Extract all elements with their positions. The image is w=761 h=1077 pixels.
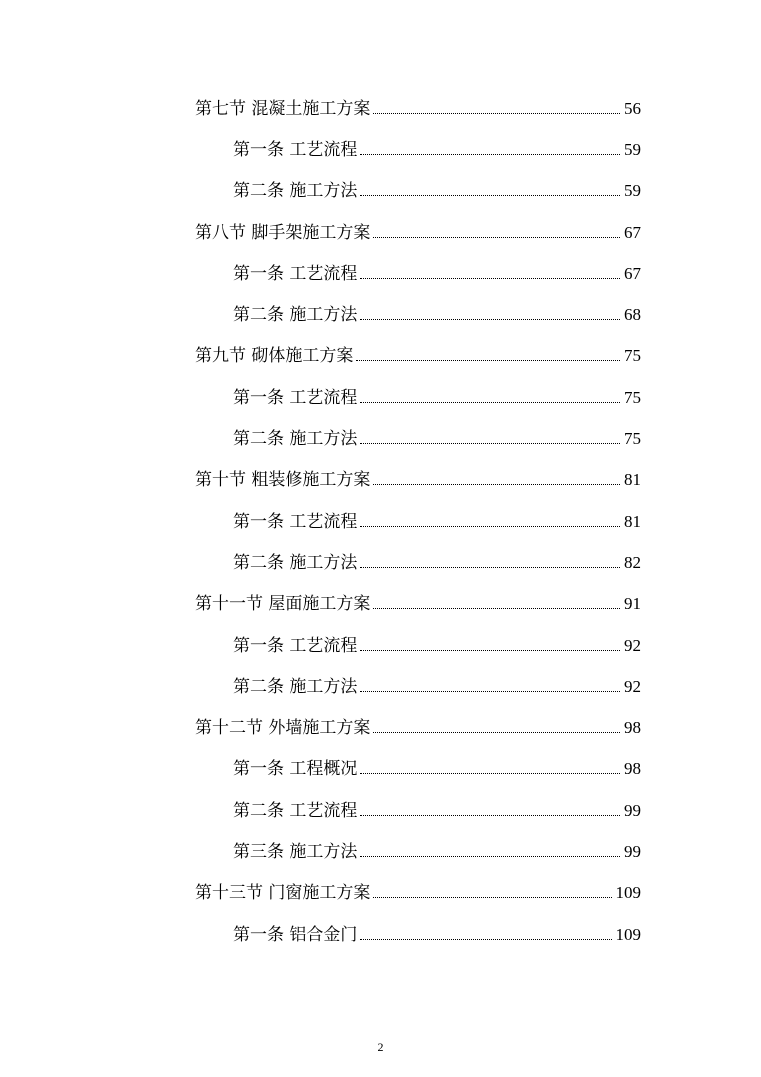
table-of-contents [0,88,761,955]
toc-entry-page: 109 [615,883,641,903]
toc-entry[interactable] [0,584,761,625]
toc-entry-page: 67 [624,222,641,242]
toc-entry-page: 99 [624,800,641,820]
toc-entry[interactable] [0,790,761,831]
dot-leader [360,442,620,444]
toc-entry-title: 第一条 工艺流程 [233,263,358,284]
toc-entry-title: 第一条 铝合金门 [233,924,358,945]
toc-entry[interactable] [0,914,761,955]
toc-entry-title: 第二条 施工方法 [233,429,358,450]
toc-entry-title: 第一条 工艺流程 [233,139,358,160]
toc-entry-title: 第二条 施工方法 [233,552,358,573]
dot-leader [360,855,620,857]
toc-entry[interactable] [0,460,761,501]
dot-leader [373,236,620,238]
dot-leader [360,153,620,155]
toc-entry[interactable] [0,707,761,748]
toc-entry[interactable] [0,418,761,459]
toc-entry[interactable] [0,336,761,377]
dot-leader [360,401,620,403]
toc-entry[interactable] [0,129,761,170]
toc-entry-title: 第一条 工程概况 [233,759,358,780]
dot-leader [360,690,620,692]
toc-entry-title: 第二条 施工方法 [233,181,358,202]
toc-entry[interactable] [0,749,761,790]
toc-entry-title: 第一条 工艺流程 [233,635,358,656]
dot-leader [360,194,620,196]
dot-leader [360,772,620,774]
toc-entry[interactable] [0,542,761,583]
dot-leader [360,318,620,320]
toc-entry-page: 92 [624,676,641,696]
toc-entry[interactable] [0,171,761,212]
toc-entry-title: 第七节 混凝土施工方案 [195,98,371,119]
toc-entry[interactable] [0,253,761,294]
toc-entry-page: 67 [624,263,641,283]
toc-entry[interactable] [0,625,761,666]
toc-entry[interactable] [0,88,761,129]
toc-entry-title: 第十三节 门窗施工方案 [195,883,371,904]
toc-entry-page: 98 [624,718,641,738]
toc-entry-page: 98 [624,759,641,779]
toc-entry-title: 第二条 工艺流程 [233,800,358,821]
toc-entry-title: 第十一节 屋面施工方案 [195,594,371,615]
toc-entry[interactable] [0,377,761,418]
toc-entry[interactable] [0,294,761,335]
toc-entry[interactable] [0,873,761,914]
toc-entry-page: 81 [624,511,641,531]
toc-entry-page: 59 [624,181,641,201]
toc-entry-title: 第三条 施工方法 [233,841,358,862]
toc-entry-page: 75 [624,387,641,407]
dot-leader [373,607,620,609]
toc-entry[interactable] [0,212,761,253]
dot-leader [373,896,611,898]
toc-entry-page: 81 [624,470,641,490]
dot-leader [373,731,620,733]
toc-entry-page: 75 [624,346,641,366]
toc-entry-title: 第十节 粗装修施工方案 [195,470,371,491]
toc-entry[interactable] [0,831,761,872]
dot-leader [360,525,620,527]
dot-leader [360,566,620,568]
toc-entry[interactable] [0,666,761,707]
toc-entry-page: 99 [624,841,641,861]
toc-entry-title: 第二条 施工方法 [233,305,358,326]
toc-entry-title: 第一条 工艺流程 [233,511,358,532]
toc-entry-page: 91 [624,594,641,614]
toc-entry-page: 59 [624,139,641,159]
dot-leader [360,649,620,651]
toc-entry-page: 56 [624,98,641,118]
page-number: 2 [377,1040,384,1054]
toc-entry-page: 92 [624,635,641,655]
toc-entry-title: 第九节 砌体施工方案 [195,346,354,367]
toc-entry-title: 第一条 工艺流程 [233,387,358,408]
toc-entry-title: 第十二节 外墙施工方案 [195,718,371,739]
dot-leader [360,814,620,816]
toc-entry-page: 109 [615,924,641,944]
toc-entry-page: 82 [624,552,641,572]
toc-entry-title: 第二条 施工方法 [233,676,358,697]
toc-entry[interactable] [0,501,761,542]
toc-entry-page: 68 [624,305,641,325]
toc-entry-page: 75 [624,429,641,449]
dot-leader [360,938,611,940]
dot-leader [356,359,620,361]
dot-leader [373,483,620,485]
dot-leader [360,277,620,279]
dot-leader [373,112,620,114]
toc-entry-title: 第八节 脚手架施工方案 [195,222,371,243]
